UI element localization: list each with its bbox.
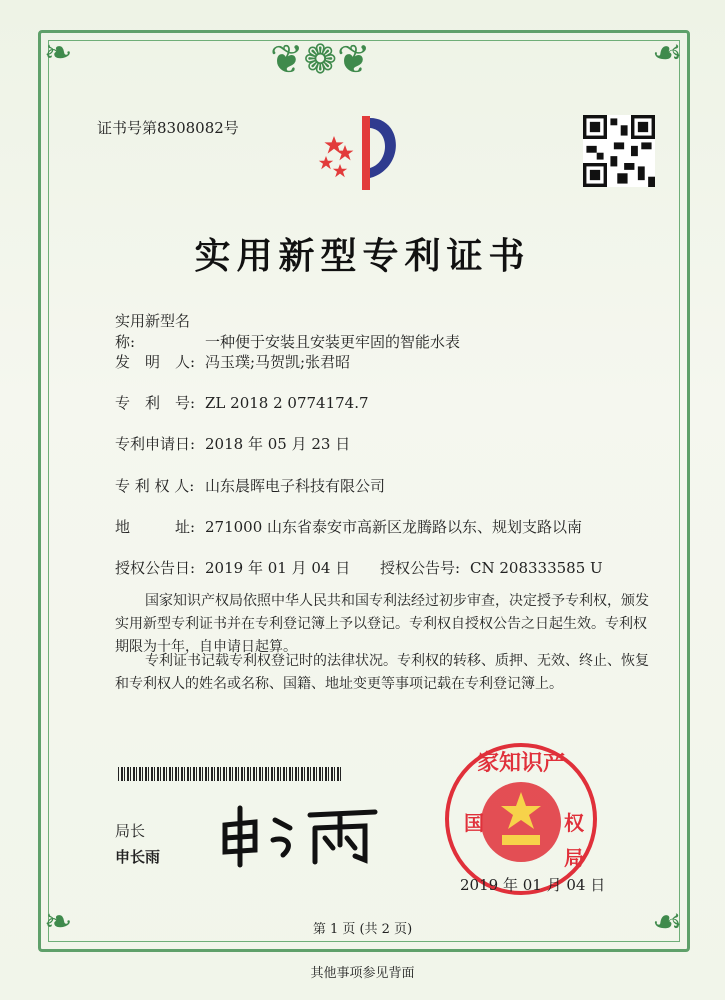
info-label: 专 利 权 人: xyxy=(115,477,195,495)
info-row xyxy=(115,433,350,454)
info-label: 地 址: xyxy=(115,518,196,536)
info-label: 专利申请日: xyxy=(115,435,196,453)
info-label: 专 利 号: xyxy=(115,394,196,412)
info-value: 冯玉璞;马贺凯;张君昭 xyxy=(205,353,351,371)
grant-no-label: 授权公告号: xyxy=(380,559,461,577)
info-value: 271000 山东省泰安市高新区龙腾路以东、规划支路以南 xyxy=(205,518,583,536)
barcode-icon xyxy=(118,767,343,781)
qr-code-icon xyxy=(583,115,655,187)
grant-no: CN 208333585 U xyxy=(470,559,603,577)
svg-text:国: 国 xyxy=(464,811,484,835)
info-value: 山东晨晖电子科技有限公司 xyxy=(205,477,386,495)
grant-date-label: 授权公告日: xyxy=(115,559,196,577)
corner-ornament-icon: ❧ xyxy=(44,33,73,73)
info-value: 2018 年 05 月 23 日 xyxy=(205,435,351,453)
svg-text:家知识产: 家知识产 xyxy=(476,751,566,776)
corner-ornament-icon: ☙ xyxy=(652,33,683,73)
top-ornament-icon: ❦❁❦ xyxy=(270,37,371,83)
certificate-title: 实用新型专利证书 xyxy=(194,235,531,277)
back-note: 其他事项参见背面 xyxy=(310,966,415,981)
legal-paragraph: 国家知识产权局依照中华人民共和国专利法经过初步审查，决定授予专利权，颁发实用新型专利证书并在专利登记簿上予以登记。专利权自授权公告之日起生效。专利权期限为十年，自申请日起算。 xyxy=(115,593,649,655)
seal-date: 2019 年 01 月 04 日 xyxy=(460,876,606,894)
patent-office-logo-icon xyxy=(318,108,408,198)
svg-text:局: 局 xyxy=(564,846,584,870)
corner-ornament-icon: ❧ xyxy=(44,902,73,942)
info-row xyxy=(115,516,582,537)
certificate-number: 证书号第8308082号 xyxy=(97,119,239,137)
svg-text:权: 权 xyxy=(564,811,584,835)
grant-row xyxy=(115,557,350,578)
info-row xyxy=(115,310,460,352)
info-row xyxy=(115,351,350,372)
info-label: 实用新型名称: xyxy=(115,312,191,351)
legal-paragraph: 专利证书记载专利权登记时的法律状况。专利权的转移、质押、无效、终止、恢复和专利权人的姓名或名称、国籍、地址变更等事项记载在专利登记簿上。 xyxy=(115,653,649,692)
info-label: 发 明 人: xyxy=(115,353,196,371)
info-value: 一种便于安装且安装更牢固的智能水表 xyxy=(205,333,461,351)
director-title: 局长 xyxy=(115,822,146,840)
director-name: 申长雨 xyxy=(115,848,161,866)
grant-date: 2019 年 01 月 04 日 xyxy=(205,559,351,577)
info-row xyxy=(115,475,385,496)
director-signature-icon xyxy=(215,800,385,870)
grant-no-row xyxy=(380,557,603,578)
info-value: ZL 2018 2 0774174.7 xyxy=(205,394,369,412)
page-number: 第 1 页 (共 2 页) xyxy=(312,922,413,937)
info-row xyxy=(115,392,369,413)
corner-ornament-icon: ☙ xyxy=(652,902,683,942)
